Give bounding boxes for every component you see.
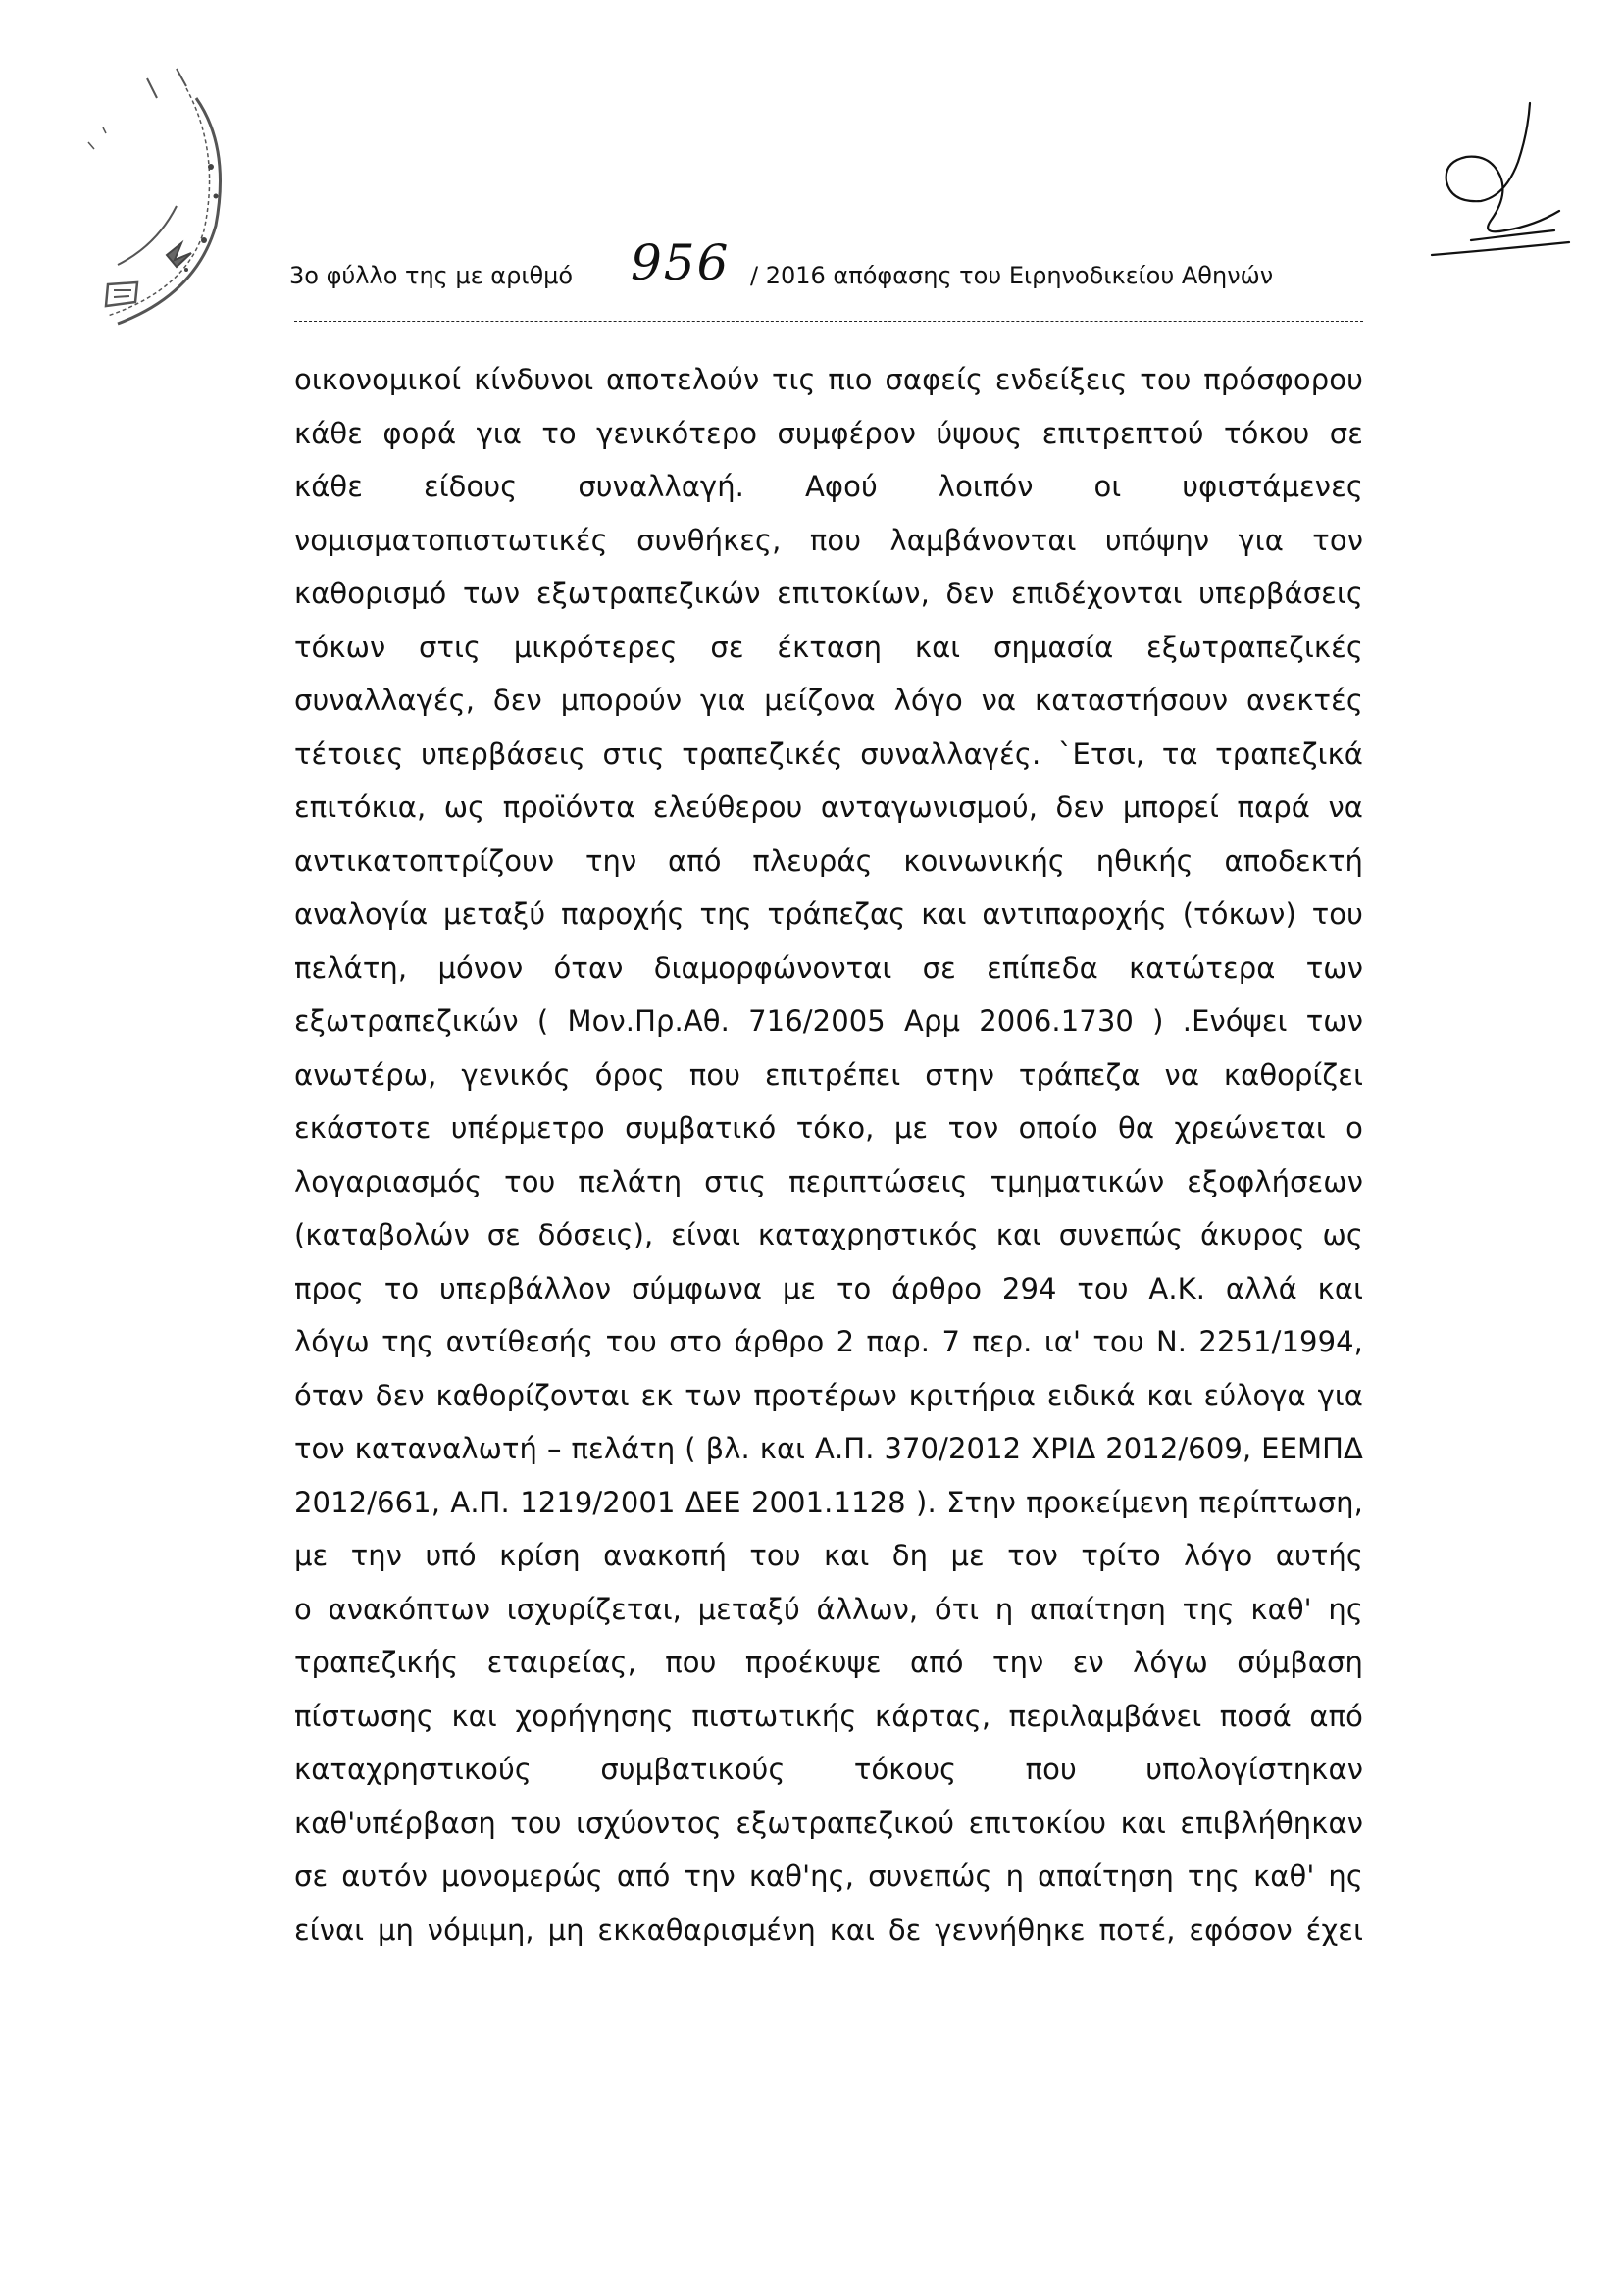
text-line: αναλογία μεταξύ παροχής της τράπεζας και αντιπαροχής (τόκων) του xyxy=(294,897,1363,931)
text-line: λογαριασμός του πελάτη στις περιπτώσεις τμηματικών εξοφλήσεων xyxy=(294,1164,1363,1198)
text-line: καθορισμό των εξωτραπεζικών επιτοκίων, δεν επιδέχονται υπερβάσεις xyxy=(294,577,1363,610)
header-divider xyxy=(294,321,1363,322)
text-line: συναλλαγές, δεν μπορούν για μείζονα λόγο να καταστήσουν ανεκτές xyxy=(294,684,1363,717)
text-line: νομισματοπιστωτικές συνθήκες, που λαμβάνονται υπόψην για τον xyxy=(294,523,1363,557)
text-line: εξωτραπεζικών ( Μον.Πρ.Αθ. 716/2005 Αρμ 2006.1730 ) .Ενόψει των xyxy=(294,1004,1363,1038)
text-line: καταχρηστικούς συμβατικούς τόκους που υπολογίστηκαν xyxy=(294,1753,1363,1786)
text-line: 2012/661, Α.Π. 1219/2001 ΔΕΕ 2001.1128 ). Στην προκείμενη περίπτωση, xyxy=(294,1485,1363,1519)
decision-number: 956 xyxy=(631,234,731,291)
signature xyxy=(1412,93,1579,275)
text-line: τον καταναλωτή – πελάτη ( βλ. και Α.Π. 370/2012 ΧΡΙΔ 2012/609, ΕΕΜΠΔ xyxy=(294,1432,1363,1465)
text-line: οικονομικοί κίνδυνοι αποτελούν τις πιο σαφείς ενδείξεις του πρόσφορου xyxy=(294,363,1363,396)
text-line: ο ανακόπτων ισχυρίζεται, μεταξύ άλλων, ότι η απαίτηση της καθ' ης xyxy=(294,1592,1363,1626)
text-line: πελάτη, μόνον όταν διαμορφώνονται σε επίπεδα κατώτερα των xyxy=(294,950,1363,985)
text-line: προς το υπερβάλλον σύμφωνα με το άρθρο 294 του Α.Κ. αλλά και xyxy=(294,1271,1363,1305)
page-header xyxy=(289,234,1368,309)
header-suffix: / 2016 απόφασης του Ειρηνοδικείου Αθηνών xyxy=(750,262,1274,289)
text-line: τέτοιες υπερβάσεις στις τραπεζικές συναλλαγές. `Ετσι, τα τραπεζικά xyxy=(294,737,1363,771)
text-line: αντικατοπτρίζουν την από πλευράς κοινωνικής ηθικής αποδεκτή xyxy=(294,843,1363,878)
text-line: (καταβολών σε δόσεις), είναι καταχρηστικός και συνεπώς άκυρος ως xyxy=(294,1218,1363,1251)
text-line: ανωτέρω, γενικός όρος που επιτρέπει στην τράπεζα να καθορίζει xyxy=(294,1057,1363,1092)
text-line: τραπεζικής εταιρείας, που προέκυψε από την εν λόγω σύμβαση xyxy=(294,1646,1363,1679)
text-line: όταν δεν καθορίζονται εκ των προτέρων κριτήρια ειδικά και εύλογα για xyxy=(294,1378,1363,1412)
text-line: εκάστοτε υπέρμετρο συμβατικό τόκο, με τον οποίο θα χρεώνεται ο xyxy=(294,1111,1363,1145)
text-line: επιτόκια, ως προϊόντα ελεύθερου ανταγωνισμού, δεν μπορεί παρά να xyxy=(294,790,1363,824)
text-line: τόκων στις μικρότερες σε έκταση και σημασία εξωτραπεζικές xyxy=(294,630,1363,664)
text-line: είναι μη νόμιμη, μη εκκαθαρισμένη και δε γεννήθηκε ποτέ, εφόσον έχει xyxy=(294,1912,1363,1947)
body-text xyxy=(294,353,1363,1957)
text-line: με την υπό κρίση ανακοπή του και δη με τον τρίτο λόγο αυτής xyxy=(294,1539,1363,1572)
text-line: πίστωσης και χορήγησης πιστωτικής κάρτας, περιλαμβάνει ποσά από xyxy=(294,1699,1363,1733)
text-line: καθ'υπέρβαση του ισχύοντος εξωτραπεζικού επιτοκίου και επιβλήθηκαν xyxy=(294,1806,1363,1840)
header-prefix: 3ο φύλλο της με αριθμό xyxy=(289,262,574,289)
text-line: λόγω της αντίθεσής του στο άρθρο 2 παρ. 7 περ. ια' του Ν. 2251/1994, xyxy=(294,1325,1363,1358)
text-line: σε αυτόν μονομερώς από την καθ'ης, συνεπώς η απαίτηση της καθ' ης xyxy=(294,1860,1363,1893)
text-line: κάθε είδους συναλλαγή. Αφού λοιπόν οι υφιστάμενες xyxy=(294,470,1363,503)
text-line: κάθε φορά για το γενικότερο συμφέρον ύψους επιτρεπτού τόκου σε xyxy=(294,416,1363,450)
court-seal-stamp xyxy=(49,59,255,343)
